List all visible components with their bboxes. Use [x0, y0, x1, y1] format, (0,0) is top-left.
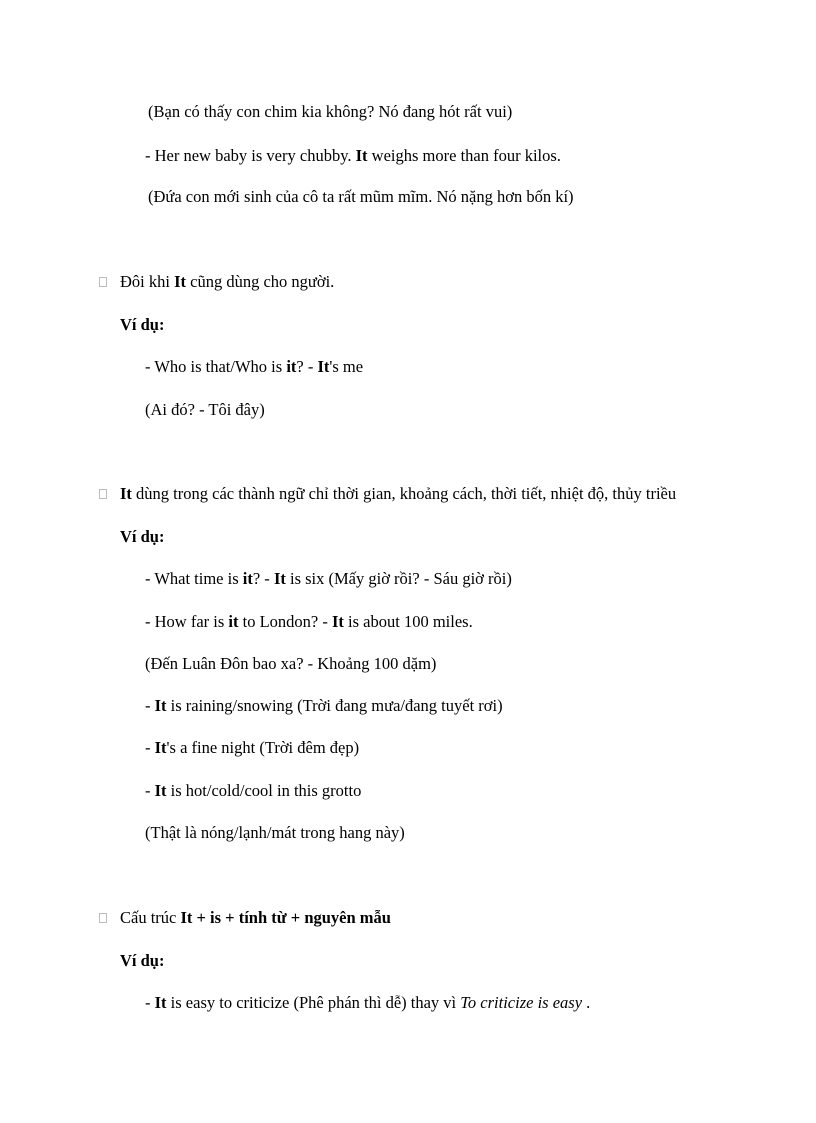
example-line: - Who is that/Who is it? - It's me	[145, 357, 364, 376]
section-heading: It dùng trong các thành ngữ chỉ thời gian, khoảng cách, thời tiết, nhiệt độ, thủy triều	[120, 484, 677, 503]
example-label: Ví dụ:	[120, 527, 165, 546]
example-line: - Her new baby is very chubby. It weighs more than four kilos.	[145, 146, 561, 165]
translation-line: (Đứa con mới sinh của cô ta rất mũm mĩm. Nó nặng hơn bốn kí)	[148, 187, 574, 206]
example-line: - It is easy to criticize (Phê phán thì dễ) thay vì To criticize is easy .	[145, 993, 591, 1012]
section-heading: Đôi khi It cũng dùng cho người.	[120, 272, 335, 291]
example-line: - It is raining/snowing (Trời đang mưa/đang tuyết rơi)	[145, 696, 503, 715]
bullet-icon	[99, 277, 107, 287]
bullet-icon	[99, 913, 107, 923]
example-line: - What time is it? - It is six (Mấy giờ rồi? - Sáu giờ rồi)	[145, 569, 512, 588]
example-line: - How far is it to London? - It is about 100 miles.	[145, 612, 473, 631]
translation-line: (Ai đó? - Tôi đây)	[145, 400, 265, 419]
translation-line: (Đến Luân Đôn bao xa? - Khoảng 100 dặm)	[145, 654, 437, 673]
translation-line: (Thật là nóng/lạnh/mát trong hang này)	[145, 823, 405, 842]
bullet-icon	[99, 489, 107, 499]
section-heading: Cấu trúc It + is + tính từ + nguyên mẫu	[120, 908, 391, 927]
example-line: - It's a fine night (Trời đêm đẹp)	[145, 738, 360, 757]
example-line: - It is hot/cold/cool in this grotto	[145, 781, 362, 800]
example-label: Ví dụ:	[120, 951, 165, 970]
example-label: Ví dụ:	[120, 315, 165, 334]
translation-line: (Bạn có thấy con chim kia không? Nó đang hót rất vui)	[148, 102, 513, 121]
